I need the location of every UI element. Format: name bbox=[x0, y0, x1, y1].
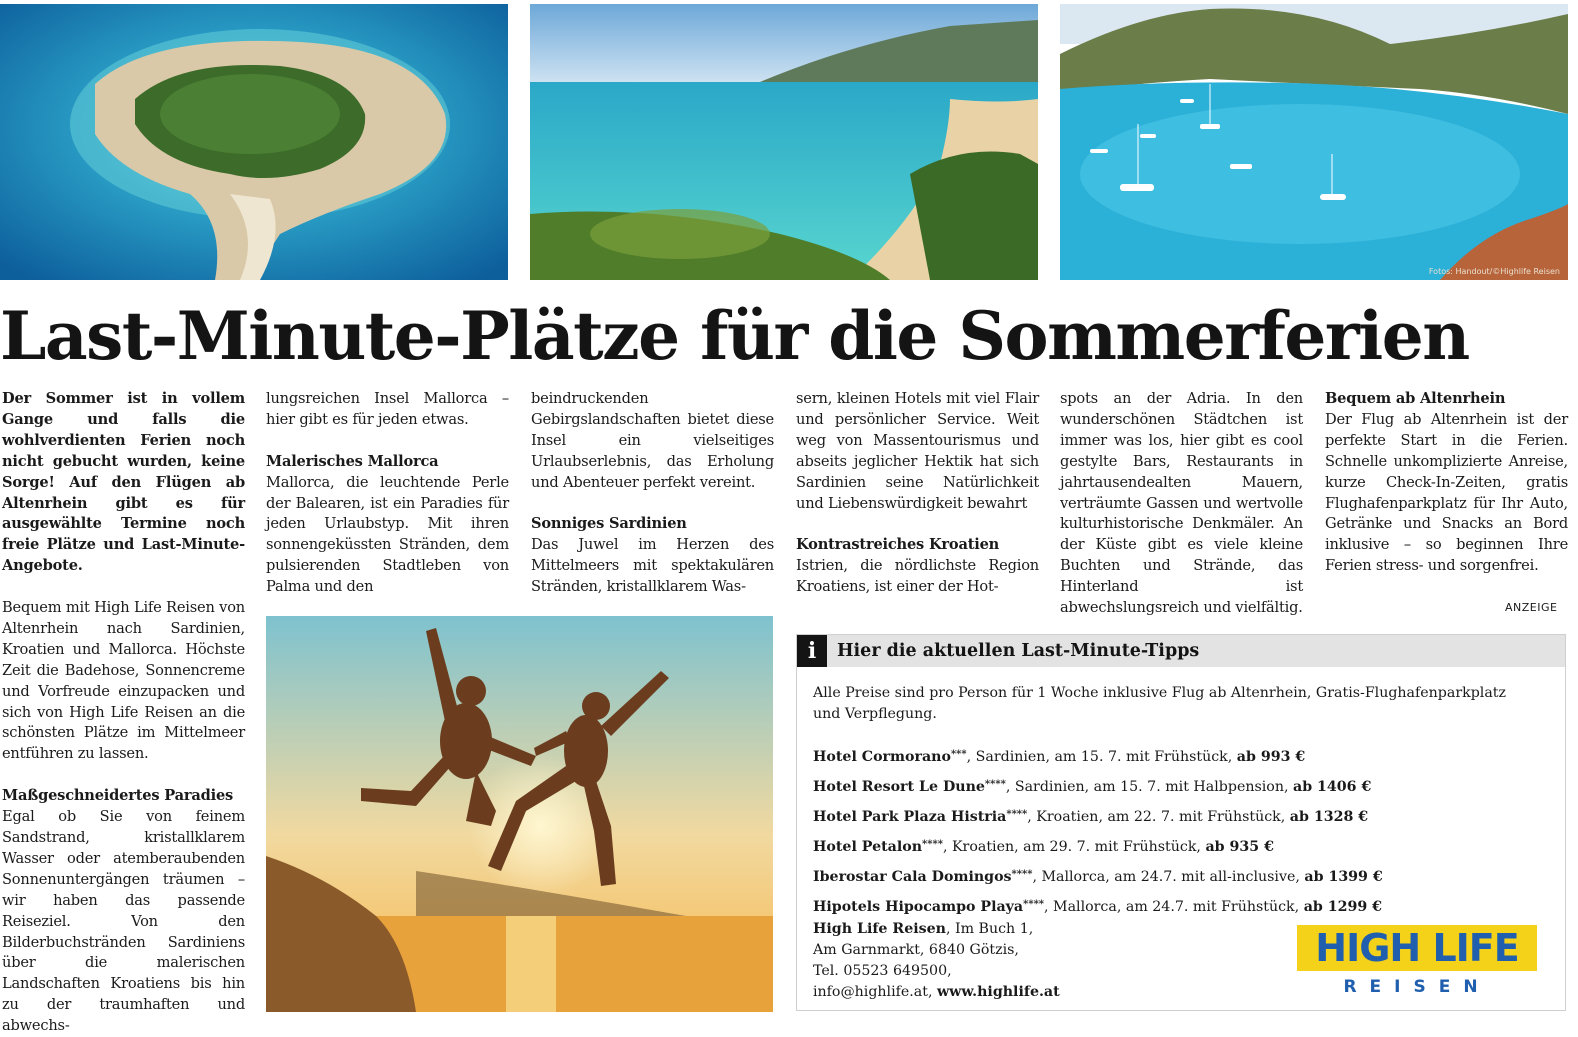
section-text-mallorca-cont: beindruckenden Gebirgslandschaften bietet diese Insel ein vielseitiges Urlaubserlebnis, das Erholung und Abenteuer perfekt vereint. bbox=[531, 390, 774, 491]
section-text-paradies-cont: lungsreichen Insel Mallorca – hier gibt es für jeden etwas. bbox=[266, 390, 509, 428]
article-column-6 bbox=[1325, 389, 1568, 577]
offer-item bbox=[813, 831, 1553, 861]
section-text-sardinien: Das Juwel im Herzen des Mittelmeers mit spektakulären Stränden, kristallklarem Was- bbox=[531, 536, 774, 596]
hotel-name: Hipotels Hipocampo Playa bbox=[813, 899, 1024, 915]
offer-price: ab 1328 € bbox=[1289, 809, 1369, 825]
photo-credit: Fotos: Handout/©Highlife Reisen bbox=[1428, 267, 1560, 276]
info-icon: i bbox=[797, 635, 827, 667]
article-column-5 bbox=[1060, 389, 1303, 619]
offer-item bbox=[813, 741, 1553, 771]
contact-email[interactable]: info@highlife.at, bbox=[813, 984, 937, 1000]
section-title-kroatien: Kontrastreiches Kroatien bbox=[796, 536, 1000, 554]
last-minute-tips-box bbox=[796, 634, 1566, 1011]
tips-title: Hier die aktuellen Last-Minute-Tipps bbox=[837, 641, 1200, 661]
jumping-couple-sunset-photo bbox=[266, 616, 773, 1012]
offer-price: ab 1399 € bbox=[1304, 869, 1383, 885]
offer-details: , Mallorca, am 24.7. mit Frühstück, bbox=[1044, 899, 1304, 915]
headline: Last-Minute-Plätze für die Sommerferien bbox=[0, 297, 1469, 375]
section-text-sardinien-cont: sern, kleinen Hotels mit viel Flair und persönlicher Service. Weit weg von Massentourismus und abseits jeglicher Hektik hat sich Sardinien seine Natürlichkeit und Liebenswürdigkeit bewahrt bbox=[796, 390, 1039, 512]
high-life-reisen-logo bbox=[1297, 925, 1537, 1001]
offer-item bbox=[813, 771, 1553, 801]
island-aerial-photo bbox=[0, 4, 508, 280]
section-title-altenrhein: Bequem ab Altenrhein bbox=[1325, 390, 1506, 407]
article-column-4 bbox=[796, 389, 1039, 598]
contact-phone[interactable]: Tel. 05523 649500, bbox=[813, 963, 952, 979]
contact-website[interactable]: www.highlife.at bbox=[936, 984, 1060, 1000]
hotel-stars: **** bbox=[922, 839, 943, 850]
offer-details: , Sardinien, am 15. 7. mit Halbpension, bbox=[1005, 779, 1293, 795]
offer-details: , Kroatien, am 29. 7. mit Frühstück, bbox=[942, 839, 1206, 855]
hotel-name: Hotel Park Plaza Histria bbox=[813, 809, 1007, 825]
hotel-stars: **** bbox=[1023, 899, 1045, 910]
tips-intro: Alle Preise sind pro Person für 1 Woche inklusive Flug ab Altenrhein, Gratis-Flughafenparkplatz und Verpflegung. bbox=[813, 685, 1506, 722]
logo-main-text: HIGH LIFE bbox=[1315, 926, 1519, 970]
advertisement-label: ANZEIGE bbox=[1505, 601, 1558, 614]
article-column-2 bbox=[266, 389, 509, 598]
tips-header bbox=[797, 635, 1565, 667]
section-text-kroatien: Istrien, die nördlichste Region Kroatiens, ist einer der Hot- bbox=[796, 557, 1039, 596]
section-text-kroatien-cont: spots an der Adria. In den wunderschönen Städtchen ist immer was los, hier gibt es cool gestylte Bars, Restaurants in jahrtausendealten Mauern, verträumte Gassen und wertvolle kulturhistorische Denkmäler. An der Küste gibt es viele kleine Buchten und Strände, das Hinterland ist abwechslungsreich und vielfältig. bbox=[1060, 390, 1303, 617]
hotel-name: Hotel Petalon bbox=[813, 839, 923, 855]
hotel-name: Iberostar Cala Domingos bbox=[813, 869, 1012, 885]
offer-price: ab 1406 € bbox=[1293, 779, 1372, 795]
hotel-stars: **** bbox=[1006, 809, 1028, 820]
section-title-mallorca: Malerisches Mallorca bbox=[266, 452, 439, 470]
article-column-1 bbox=[2, 389, 245, 1037]
section-text-paradies: Egal ob Sie von feinem Sandstrand, kristallklarem Wasser oder atemberaubenden Sonnenuntergängen träumen – wir haben das passende Reiseziel. Von den Bilderbuchstränden Sardiniens über die malerischen Landschaften Kroatiens bis hin zu der traumhaften und abwechs- bbox=[2, 808, 245, 1035]
hotel-stars: **** bbox=[1011, 869, 1033, 880]
boats-bay-photo bbox=[1060, 4, 1568, 280]
section-text-mallorca: Mallorca, die leuchtende Perle der Balearen, ist ein Paradies für jeden Urlaubstyp. Mit ihren sonnengeküssten Stränden, dem pulsierenden Stadtleben von Palma und den bbox=[266, 473, 509, 596]
offer-details: , Mallorca, am 24.7. mit all-inclusive, bbox=[1032, 869, 1305, 885]
contact-street: , Im Buch 1, bbox=[945, 921, 1034, 937]
hotel-stars: **** bbox=[984, 779, 1006, 790]
hotel-stars: *** bbox=[950, 749, 967, 760]
logo-sub-text: REISEN bbox=[1343, 977, 1491, 997]
offer-item bbox=[813, 891, 1553, 921]
article-column-3 bbox=[531, 389, 774, 598]
section-title-paradies: Maßgeschneidertes Paradies bbox=[2, 787, 234, 805]
offer-price: ab 993 € bbox=[1236, 749, 1306, 765]
offer-item bbox=[813, 861, 1553, 891]
contact-company: High Life Reisen bbox=[813, 921, 946, 937]
offer-price: ab 1299 € bbox=[1303, 899, 1383, 915]
offer-details: , Sardinien, am 15. 7. mit Frühstück, bbox=[966, 749, 1237, 765]
article-lead: Der Sommer ist in vollem Gange und falls die wohlverdienten Ferien noch nicht gebucht wurden, keine Sorge! Auf den Flügen ab Altenrhein gibt es für ausgewählte Termine noch freie Plätze und Last-Minute-Angebote. bbox=[2, 390, 245, 575]
section-text-altenrhein: Der Flug ab Altenrhein ist der perfekte Start in die Ferien. Schnelle unkomplizierte Anreise, kurze Check-In-Zeiten, gratis Flughafenparkplatz für Ihr Auto, Getränke und Snacks an Bord inklusive – so beginnen Ihre Ferien stress- und sorgenfrei. bbox=[1325, 410, 1568, 575]
hotel-name: Hotel Cormorano bbox=[813, 749, 951, 765]
offer-details: , Kroatien, am 22. 7. mit Frühstück, bbox=[1027, 809, 1290, 825]
section-title-sardinien: Sonniges Sardinien bbox=[531, 515, 687, 533]
beach-bay-photo bbox=[530, 4, 1038, 280]
offer-item bbox=[813, 801, 1553, 831]
article-intro: Bequem mit High Life Reisen von Altenrhein nach Sardinien, Kroatien und Mallorca. Höchste Zeit die Badehose, Sonnencreme und Vorfreude einzupacken und sich von High Life Reisen an die schönsten Plätze im Mittelmeer entführen zu lassen. bbox=[2, 599, 245, 763]
contact-block bbox=[813, 919, 1060, 1003]
offer-price: ab 935 € bbox=[1205, 839, 1274, 855]
contact-address: Am Garnmarkt, 6840 Götzis, bbox=[813, 942, 1019, 958]
offers-list bbox=[813, 741, 1553, 921]
hotel-name: Hotel Resort Le Dune bbox=[813, 779, 985, 795]
